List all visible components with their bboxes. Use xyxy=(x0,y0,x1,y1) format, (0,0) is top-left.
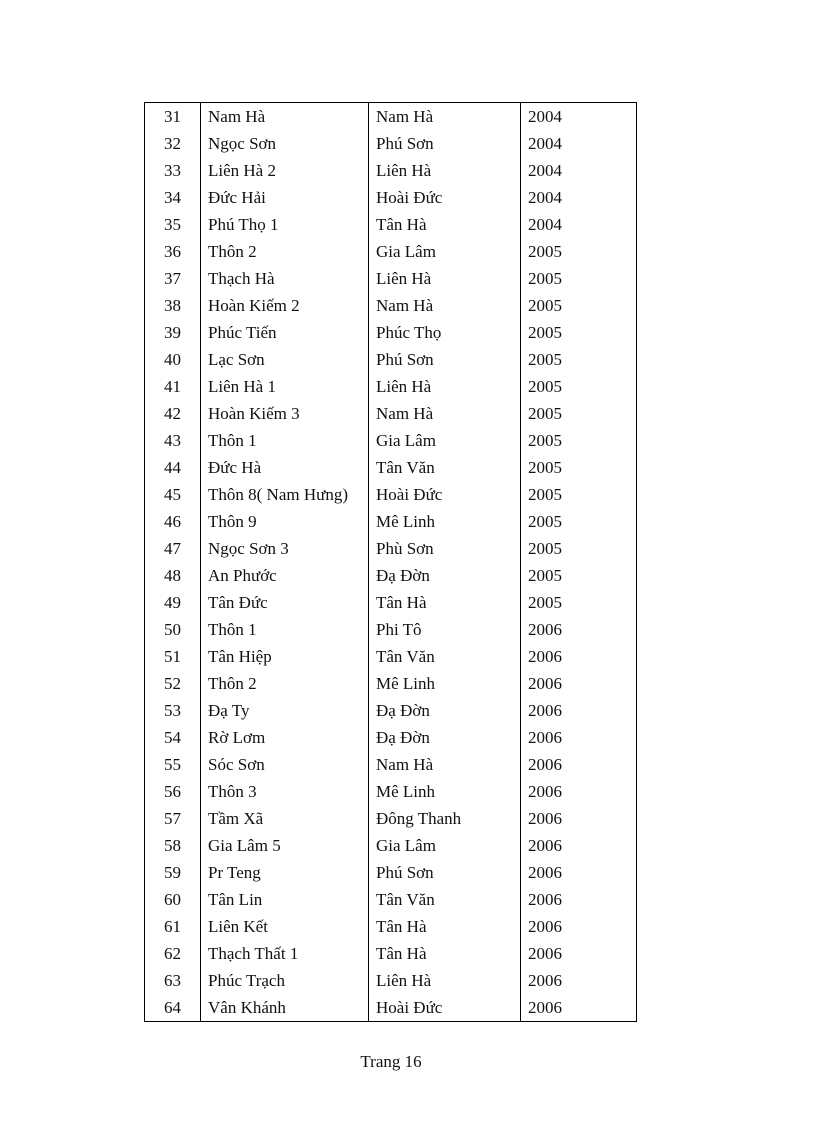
table-row xyxy=(145,427,637,454)
commune-name-cell: Phúc Thọ xyxy=(369,319,521,346)
row-number-cell: 48 xyxy=(145,562,201,589)
row-number-cell: 37 xyxy=(145,265,201,292)
row-number-cell: 42 xyxy=(145,400,201,427)
village-table xyxy=(144,102,637,1022)
table-row xyxy=(145,454,637,481)
row-number-cell: 41 xyxy=(145,373,201,400)
year-cell: 2006 xyxy=(521,724,637,751)
commune-name-cell: Phú Sơn xyxy=(369,859,521,886)
village-name-cell: Thạch Hà xyxy=(201,265,369,292)
commune-name-cell: Phú Sơn xyxy=(369,130,521,157)
commune-name-cell: Liên Hà xyxy=(369,967,521,994)
year-cell: 2006 xyxy=(521,940,637,967)
village-name-cell: Ngọc Sơn 3 xyxy=(201,535,369,562)
year-cell: 2006 xyxy=(521,886,637,913)
year-cell: 2005 xyxy=(521,319,637,346)
village-name-cell: Gia Lâm 5 xyxy=(201,832,369,859)
commune-name-cell: Liên Hà xyxy=(369,157,521,184)
table-row xyxy=(145,184,637,211)
village-name-cell: Hoàn Kiếm 3 xyxy=(201,400,369,427)
year-cell: 2005 xyxy=(521,535,637,562)
commune-name-cell: Tân Hà xyxy=(369,940,521,967)
commune-name-cell: Mê Linh xyxy=(369,508,521,535)
row-number-cell: 50 xyxy=(145,616,201,643)
table-row xyxy=(145,643,637,670)
year-cell: 2004 xyxy=(521,130,637,157)
village-name-cell: Thôn 2 xyxy=(201,670,369,697)
row-number-cell: 35 xyxy=(145,211,201,238)
village-name-cell: Tân Lin xyxy=(201,886,369,913)
year-cell: 2006 xyxy=(521,751,637,778)
commune-name-cell: Mê Linh xyxy=(369,778,521,805)
table-row xyxy=(145,346,637,373)
table-row xyxy=(145,319,637,346)
row-number-cell: 52 xyxy=(145,670,201,697)
table-row xyxy=(145,859,637,886)
row-number-cell: 54 xyxy=(145,724,201,751)
table-row xyxy=(145,265,637,292)
row-number-cell: 36 xyxy=(145,238,201,265)
commune-name-cell: Tân Văn xyxy=(369,454,521,481)
commune-name-cell: Đạ Đờn xyxy=(369,724,521,751)
row-number-cell: 43 xyxy=(145,427,201,454)
village-name-cell: Hoàn Kiếm 2 xyxy=(201,292,369,319)
year-cell: 2005 xyxy=(521,373,637,400)
year-cell: 2004 xyxy=(521,211,637,238)
year-cell: 2005 xyxy=(521,562,637,589)
commune-name-cell: Gia Lâm xyxy=(369,238,521,265)
year-cell: 2005 xyxy=(521,346,637,373)
commune-name-cell: Gia Lâm xyxy=(369,427,521,454)
village-table-container xyxy=(144,102,637,1022)
year-cell: 2006 xyxy=(521,967,637,994)
village-name-cell: Đức Hà xyxy=(201,454,369,481)
year-cell: 2005 xyxy=(521,238,637,265)
commune-name-cell: Phi Tô xyxy=(369,616,521,643)
commune-name-cell: Nam Hà xyxy=(369,751,521,778)
table-row xyxy=(145,670,637,697)
table-row xyxy=(145,967,637,994)
commune-name-cell: Mê Linh xyxy=(369,670,521,697)
row-number-cell: 47 xyxy=(145,535,201,562)
row-number-cell: 62 xyxy=(145,940,201,967)
row-number-cell: 61 xyxy=(145,913,201,940)
village-name-cell: Phúc Tiến xyxy=(201,319,369,346)
table-row xyxy=(145,778,637,805)
year-cell: 2006 xyxy=(521,697,637,724)
village-name-cell: Liên Kết xyxy=(201,913,369,940)
row-number-cell: 59 xyxy=(145,859,201,886)
table-row xyxy=(145,562,637,589)
row-number-cell: 45 xyxy=(145,481,201,508)
village-name-cell: Thôn 8( Nam Hưng) xyxy=(201,481,369,508)
table-row xyxy=(145,481,637,508)
table-row xyxy=(145,913,637,940)
page-number: Trang 16 xyxy=(360,1052,422,1071)
year-cell: 2006 xyxy=(521,913,637,940)
commune-name-cell: Đạ Đờn xyxy=(369,562,521,589)
commune-name-cell: Tân Hà xyxy=(369,913,521,940)
commune-name-cell: Hoài Đức xyxy=(369,481,521,508)
row-number-cell: 58 xyxy=(145,832,201,859)
table-row xyxy=(145,130,637,157)
year-cell: 2006 xyxy=(521,805,637,832)
village-name-cell: Nam Hà xyxy=(201,103,369,131)
row-number-cell: 57 xyxy=(145,805,201,832)
year-cell: 2005 xyxy=(521,508,637,535)
table-row xyxy=(145,211,637,238)
row-number-cell: 31 xyxy=(145,103,201,131)
commune-name-cell: Liên Hà xyxy=(369,373,521,400)
village-name-cell: Phú Thọ 1 xyxy=(201,211,369,238)
commune-name-cell: Tân Hà xyxy=(369,589,521,616)
village-name-cell: Thạch Thất 1 xyxy=(201,940,369,967)
table-row xyxy=(145,940,637,967)
row-number-cell: 34 xyxy=(145,184,201,211)
table-row xyxy=(145,724,637,751)
year-cell: 2005 xyxy=(521,481,637,508)
village-name-cell: Đạ Ty xyxy=(201,697,369,724)
row-number-cell: 63 xyxy=(145,967,201,994)
village-name-cell: An Phước xyxy=(201,562,369,589)
commune-name-cell: Gia Lâm xyxy=(369,832,521,859)
village-name-cell: Đức Hải xyxy=(201,184,369,211)
village-name-cell: Rờ Lơm xyxy=(201,724,369,751)
village-name-cell: Thôn 9 xyxy=(201,508,369,535)
year-cell: 2005 xyxy=(521,454,637,481)
table-row xyxy=(145,697,637,724)
village-name-cell: Liên Hà 1 xyxy=(201,373,369,400)
village-name-cell: Thôn 3 xyxy=(201,778,369,805)
commune-name-cell: Nam Hà xyxy=(369,400,521,427)
village-table-body xyxy=(145,103,637,1022)
row-number-cell: 49 xyxy=(145,589,201,616)
year-cell: 2006 xyxy=(521,616,637,643)
year-cell: 2006 xyxy=(521,670,637,697)
commune-name-cell: Phú Sơn xyxy=(369,346,521,373)
table-row xyxy=(145,508,637,535)
table-row xyxy=(145,832,637,859)
table-row xyxy=(145,616,637,643)
year-cell: 2004 xyxy=(521,103,637,131)
row-number-cell: 53 xyxy=(145,697,201,724)
year-cell: 2006 xyxy=(521,778,637,805)
row-number-cell: 60 xyxy=(145,886,201,913)
year-cell: 2006 xyxy=(521,859,637,886)
commune-name-cell: Tân Văn xyxy=(369,643,521,670)
year-cell: 2005 xyxy=(521,589,637,616)
village-name-cell: Sóc Sơn xyxy=(201,751,369,778)
year-cell: 2004 xyxy=(521,184,637,211)
row-number-cell: 33 xyxy=(145,157,201,184)
commune-name-cell: Tân Hà xyxy=(369,211,521,238)
year-cell: 2004 xyxy=(521,157,637,184)
year-cell: 2005 xyxy=(521,427,637,454)
row-number-cell: 39 xyxy=(145,319,201,346)
village-name-cell: Liên Hà 2 xyxy=(201,157,369,184)
table-row xyxy=(145,805,637,832)
row-number-cell: 55 xyxy=(145,751,201,778)
table-row xyxy=(145,238,637,265)
table-row xyxy=(145,589,637,616)
year-cell: 2005 xyxy=(521,400,637,427)
commune-name-cell: Đạ Đờn xyxy=(369,697,521,724)
row-number-cell: 32 xyxy=(145,130,201,157)
village-name-cell: Thôn 1 xyxy=(201,427,369,454)
commune-name-cell: Hoài Đức xyxy=(369,184,521,211)
table-row xyxy=(145,103,637,131)
table-row xyxy=(145,535,637,562)
year-cell: 2005 xyxy=(521,265,637,292)
year-cell: 2006 xyxy=(521,643,637,670)
year-cell: 2006 xyxy=(521,994,637,1022)
row-number-cell: 51 xyxy=(145,643,201,670)
table-row xyxy=(145,157,637,184)
row-number-cell: 44 xyxy=(145,454,201,481)
row-number-cell: 56 xyxy=(145,778,201,805)
row-number-cell: 40 xyxy=(145,346,201,373)
commune-name-cell: Phù Sơn xyxy=(369,535,521,562)
year-cell: 2005 xyxy=(521,292,637,319)
village-name-cell: Thôn 2 xyxy=(201,238,369,265)
village-name-cell: Vân Khánh xyxy=(201,994,369,1022)
village-name-cell: Tân Đức xyxy=(201,589,369,616)
commune-name-cell: Hoài Đức xyxy=(369,994,521,1022)
table-row xyxy=(145,400,637,427)
table-row xyxy=(145,292,637,319)
year-cell: 2006 xyxy=(521,832,637,859)
row-number-cell: 46 xyxy=(145,508,201,535)
village-name-cell: Pr Teng xyxy=(201,859,369,886)
village-name-cell: Phúc Trạch xyxy=(201,967,369,994)
commune-name-cell: Liên Hà xyxy=(369,265,521,292)
village-name-cell: Ngọc Sơn xyxy=(201,130,369,157)
row-number-cell: 64 xyxy=(145,994,201,1022)
commune-name-cell: Đông Thanh xyxy=(369,805,521,832)
village-name-cell: Thôn 1 xyxy=(201,616,369,643)
commune-name-cell: Nam Hà xyxy=(369,292,521,319)
commune-name-cell: Nam Hà xyxy=(369,103,521,131)
village-name-cell: Lạc Sơn xyxy=(201,346,369,373)
table-row xyxy=(145,994,637,1022)
table-row xyxy=(145,373,637,400)
commune-name-cell: Tân Văn xyxy=(369,886,521,913)
table-row xyxy=(145,886,637,913)
village-name-cell: Tầm Xã xyxy=(201,805,369,832)
row-number-cell: 38 xyxy=(145,292,201,319)
table-row xyxy=(145,751,637,778)
village-name-cell: Tân Hiệp xyxy=(201,643,369,670)
